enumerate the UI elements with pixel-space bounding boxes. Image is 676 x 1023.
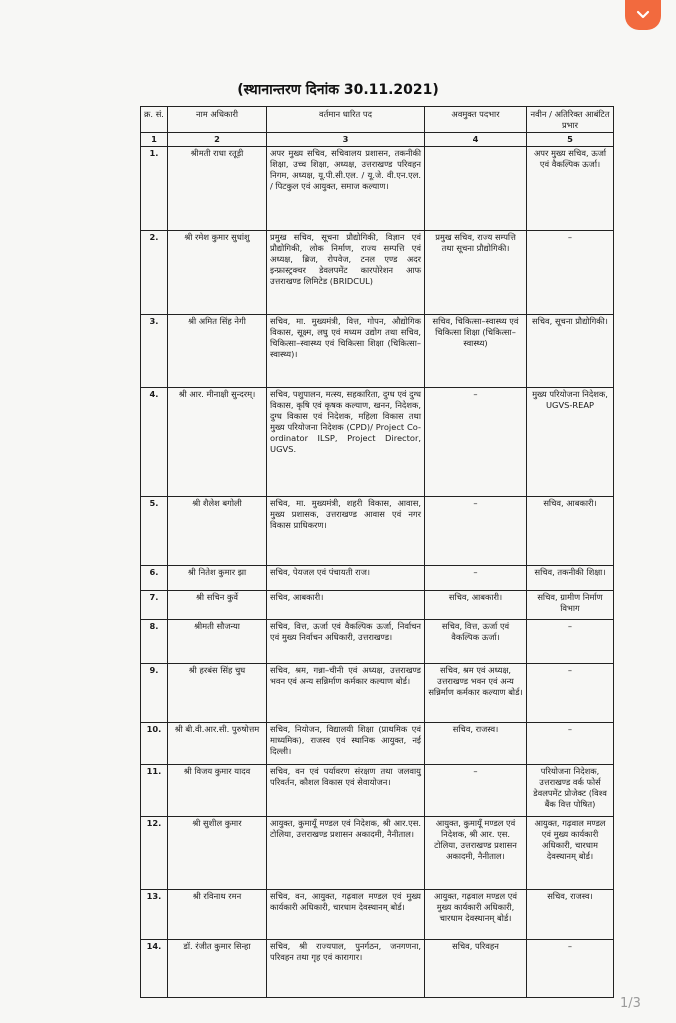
relieved-charge: – [425,496,527,565]
relieved-charge: सचिव, श्रम एवं अध्यक्ष, उत्तराखण्ड भवन एवं अन्य सन्निर्माण कर्मकार कल्याण बोर्ड। [425,663,527,722]
relieved-charge: आयुक्त, गढ़वाल मण्डल एवं मुख्य कार्यकारी अधिकारी, चारधाम देवस्थानम् बोर्ड। [425,889,527,939]
new-charge: – [527,663,614,722]
relieved-charge: आयुक्त, कुमायूँ मण्डल एवं निदेशक, श्री आर. एस. टोलिया, उत्तराखण्ड प्रशासन अकादमी, नैनीताल। [425,816,527,889]
new-charge: सचिव, आबकारी। [527,496,614,565]
current-post: सचिव, वन एवं पर्यावरण संरक्षण तथा जलवायु परिवर्तन, कौशल विकास एवं सेवायोजन। [267,764,425,816]
current-post: प्रमुख सचिव, सूचना प्रौद्योगिकी, विज्ञान एवं प्रौद्योगिकी, लोक निर्माण, राज्य सम्पत्ति एवं अध्यक्ष, ब्रिज, रोपवेज, टनल एण्ड अदर इन्फ्रास्ट्रक्चर डेवलपमेंट कारपोरेशन आफ उत्तराखण्ड लिमिटेड (BRIDCUL) [267,230,425,314]
relieved-charge: सचिव, परिवहन [425,939,527,997]
table-header-row [141,107,614,133]
header-relieved-charge: अवमुक्त पदभार [425,107,527,133]
serial-number: 7. [141,590,168,619]
serial-number: 6. [141,565,168,590]
serial-number: 9. [141,663,168,722]
serial-number: 13. [141,889,168,939]
column-number-row [141,132,614,146]
document-title: (स्थानान्तरण दिनांक 30.11.2021) [237,82,439,98]
new-charge: – [527,619,614,663]
relieved-charge: सचिव, राजस्व। [425,722,527,764]
current-post: सचिव, वित्त, ऊर्जा एवं वैकल्पिक ऊर्जा, निर्वाचन एवं मुख्य निर्वाचन अधिकारी, उत्तराखण्ड। [267,619,425,663]
current-post: सचिव, मा. मुख्यमंत्री, वित्त, गोपन, औद्योगिक विकास, सूक्ष्म, लघु एवं मध्यम उद्योग तथा सचिव, चिकित्सा–स्वास्थ्य एवं चिकित्सा शिक्षा (चिकित्सा–स्वास्थ्य)। [267,314,425,387]
relieved-charge: सचिव, आबकारी। [425,590,527,619]
table-row [141,816,614,889]
table-row [141,663,614,722]
table-row [141,590,614,619]
officer-name: श्री नितेश कुमार झा [168,565,267,590]
current-post: सचिव, नियोजन, विद्यालयी शिक्षा (प्राथमिक एवं माध्यमिक), राजस्व एवं स्थानिक आयुक्त, नई दिल्ली। [267,722,425,764]
relieved-charge: – [425,565,527,590]
officer-name: श्री बी.वी.आर.सी. पुरुषोत्तम [168,722,267,764]
current-post: सचिव, पशुपालन, मत्स्य, सहकारिता, दुग्ध एवं दुग्ध विकास, कृषि एवं कृषक कल्याण, खनन, निदेशक, दुग्ध विकास एवं निदेशक, महिला विकास तथा मुख्य परियोजना निदेशक (CPD)/ Project Co-ordinator ILSP, Project Director, UGVS. [267,387,425,496]
serial-number: 8. [141,619,168,663]
current-post: आयुक्त, कुमायूँ मण्डल एवं निदेशक, श्री आर.एस. टोलिया, उत्तराखण्ड प्रशासन अकादमी, नैनीताल। [267,816,425,889]
relieved-charge: प्रमुख सचिव, राज्य सम्पत्ति तथा सूचना प्रौद्योगिकी। [425,230,527,314]
serial-number: 4. [141,387,168,496]
table-row [141,565,614,590]
current-post: सचिव, श्रम, गन्ना–चीनी एवं अध्यक्ष, उत्तराखण्ड भवन एवं अन्य सन्निर्माण कर्मकार कल्याण बोर्ड। [267,663,425,722]
column-number: 2 [168,132,267,146]
new-charge: मुख्य परियोजना निदेशक, UGVS-REAP [527,387,614,496]
table-row [141,496,614,565]
serial-number: 1. [141,146,168,230]
new-charge: आयुक्त, गढ़वाल मण्डल एवं मुख्य कार्यकारी अधिकारी, चारधाम देवस्थानम् बोर्ड। [527,816,614,889]
officer-name: श्री आर. मीनाक्षी सुन्दरम्। [168,387,267,496]
officer-name: श्री सचिन कुर्वे [168,590,267,619]
officer-name: श्रीमती सौजन्या [168,619,267,663]
collapse-badge[interactable] [625,0,661,30]
officer-name: श्री रमेश कुमार सुधांशु [168,230,267,314]
officer-name: श्री रविनाथ रमन [168,889,267,939]
current-post: सचिव, मा. मुख्यमंत्री, शहरी विकास, आवास, मुख्य प्रशासक, उत्तराखण्ड आवास एवं नगर विकास प्राधिकरण। [267,496,425,565]
table-row [141,722,614,764]
table-row [141,314,614,387]
serial-number: 10. [141,722,168,764]
serial-number: 11. [141,764,168,816]
officer-name: श्री विजय कुमार यादव [168,764,267,816]
header-serial: क्र. सं. [141,107,168,133]
current-post: सचिव, पेयजल एवं पंचायती राज। [267,565,425,590]
new-charge: सचिव, सूचना प्रौद्योगिकी। [527,314,614,387]
relieved-charge: – [425,764,527,816]
new-charge: परियोजना निदेशक, उत्तराखण्ड वर्क फोर्स डेवलपमेंट प्रोजेक्ट (विश्व बैंक वित्त पोषित) [527,764,614,816]
serial-number: 5. [141,496,168,565]
new-charge: – [527,939,614,997]
header-current-post: वर्तमान धारित पद [267,107,425,133]
header-officer-name: नाम अधिकारी [168,107,267,133]
relieved-charge: – [425,387,527,496]
transfer-table [140,106,614,998]
new-charge: अपर मुख्य सचिव, ऊर्जा एवं वैकल्पिक ऊर्जा। [527,146,614,230]
officer-name: श्री सुशील कुमार [168,816,267,889]
current-post: सचिव, वन, आयुक्त, गढ़वाल मण्डल एवं मुख्य कार्यकारी अधिकारी, चारधाम देवस्थानम् बोर्ड। [267,889,425,939]
relieved-charge: सचिव, चिकित्सा–स्वास्थ्य एवं चिकित्सा शिक्षा (चिकित्सा–स्वास्थ्य) [425,314,527,387]
officer-name: श्री हरबंस सिंह चुघ [168,663,267,722]
current-post: सचिव, श्री राज्यपाल, पुनर्गठन, जनगणना, परिवहन तथा गृह एवं कारागार। [267,939,425,997]
table-row [141,764,614,816]
current-post: अपर मुख्य सचिव, सचिवालय प्रशासन, तकनीकी शिक्षा, उच्च शिक्षा, अध्यक्ष, उत्तराखण्ड परिवहन निगम, अध्यक्ष, यू.पी.सी.एल. / यू.जे. वी.एन.एल. / पिटकुल एवं आयुक्त, समाज कल्याण। [267,146,425,230]
table-row [141,619,614,663]
new-charge: सचिव, ग्रामीण निर्माण विभाग [527,590,614,619]
officer-name: श्री शैलेश बगोली [168,496,267,565]
new-charge: – [527,722,614,764]
new-charge: सचिव, राजस्व। [527,889,614,939]
column-number: 3 [267,132,425,146]
relieved-charge [425,146,527,230]
new-charge: – [527,230,614,314]
serial-number: 3. [141,314,168,387]
serial-number: 2. [141,230,168,314]
table-row [141,146,614,230]
page-indicator: 1/3 [620,996,641,1011]
column-number: 5 [527,132,614,146]
table-row [141,939,614,997]
serial-number: 14. [141,939,168,997]
serial-number: 12. [141,816,168,889]
table-row [141,889,614,939]
new-charge: सचिव, तकनीकी शिक्षा। [527,565,614,590]
officer-name: डॉ. रंजीत कुमार सिन्हा [168,939,267,997]
officer-name: श्रीमती राधा रतूड़ी [168,146,267,230]
chevron-down-icon [636,10,650,20]
header-new-charge: नवीन / अतिरिक्त आबंटित प्रभार [527,107,614,133]
table-row [141,230,614,314]
column-number: 4 [425,132,527,146]
current-post: सचिव, आबकारी। [267,590,425,619]
officer-name: श्री अमित सिंह नेगी [168,314,267,387]
column-number: 1 [141,132,168,146]
table-row [141,387,614,496]
relieved-charge: सचिव, वित्त, ऊर्जा एवं वैकल्पिक ऊर्जा। [425,619,527,663]
